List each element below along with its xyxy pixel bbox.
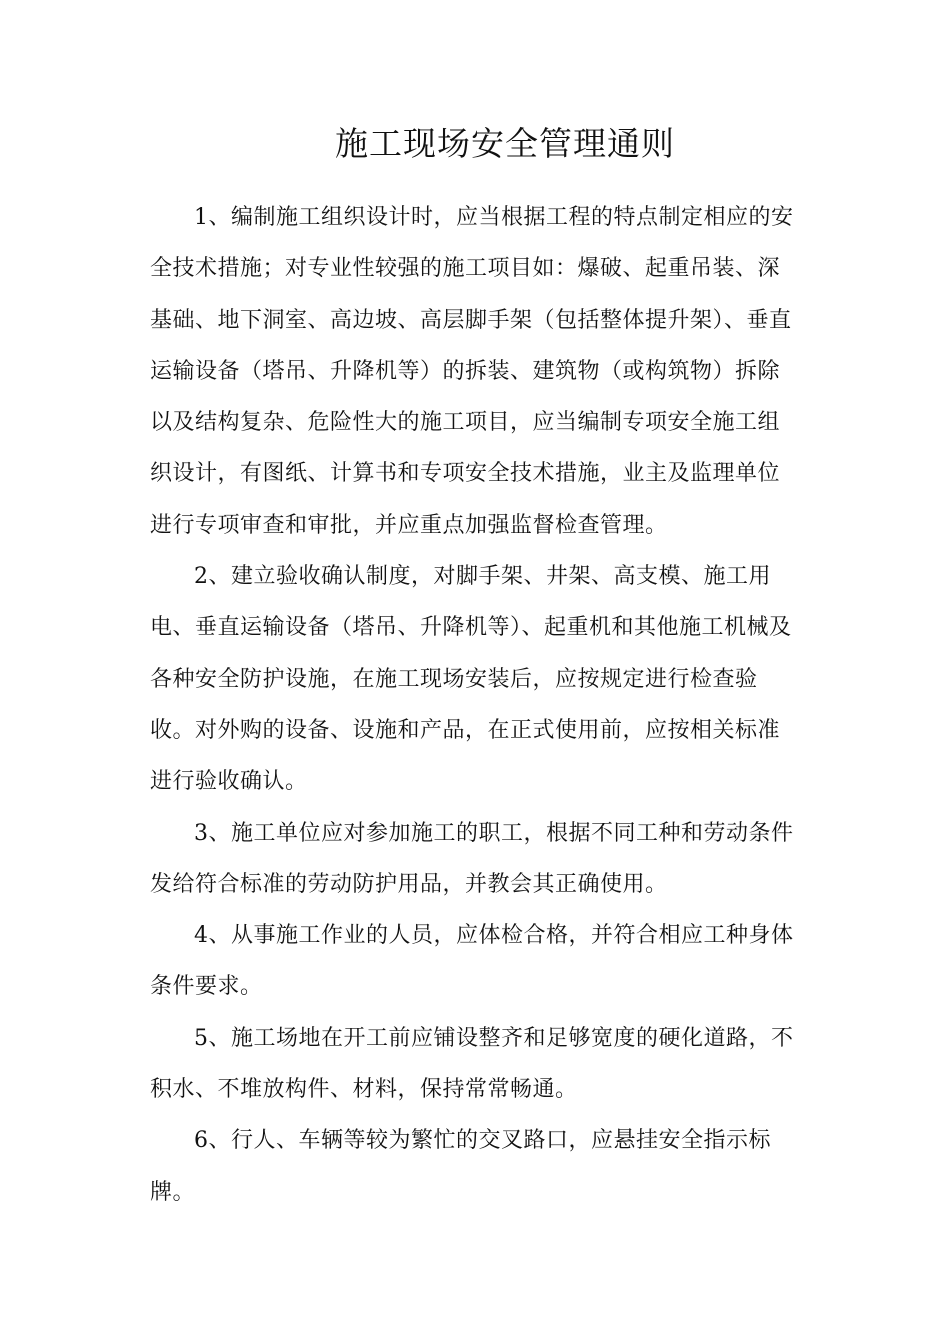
paragraph-6: 6、行人、车辆等较为繁忙的交叉路口，应悬挂安全指示标牌。 (150, 1128, 771, 1205)
paragraph-2: 2、建立验收确认制度，对脚手架、井架、高支模、施工用电、垂直运输设备（塔吊、升降机等）、起重机和其他施工机械及各种安全防护设施，在施工现场安装后，应按规定进行检查验收。对外购的设备、设施和产品，在正式使用前，应按相关标准进行验收确认。 (150, 564, 792, 795)
paragraph-3: 3、施工单位应对参加施工的职工，根据不同工种和劳动条件发给符合标准的劳动防护用品，并教会其正确使用。 (150, 820, 794, 897)
document-body (150, 192, 800, 1218)
paragraph-4: 4、从事施工作业的人员，应体检合格，并符合相应工种身体条件要求。 (150, 923, 794, 1000)
document-title: 施工现场安全管理通则 (335, 124, 675, 163)
paragraph-1: 1、编制施工组织设计时，应当根据工程的特点制定相应的安全技术措施；对专业性较强的施工项目如：爆破、起重吊装、深基础、地下洞室、高边坡、高层脚手架（包括整体提升架）、垂直运输设备（塔吊、升降机等）的拆装、建筑物（或构筑物）拆除以及结构复杂、危险性大的施工项目，应当编制专项安全施工组织设计，有图纸、计算书和专项安全技术措施，业主及监理单位进行专项审查和审批，并应重点加强监督检查管理。 (150, 205, 794, 538)
paragraph-5: 5、施工场地在开工前应铺设整齐和足够宽度的硬化道路，不积水、不堆放构件、材料，保持常常畅通。 (150, 1025, 794, 1103)
